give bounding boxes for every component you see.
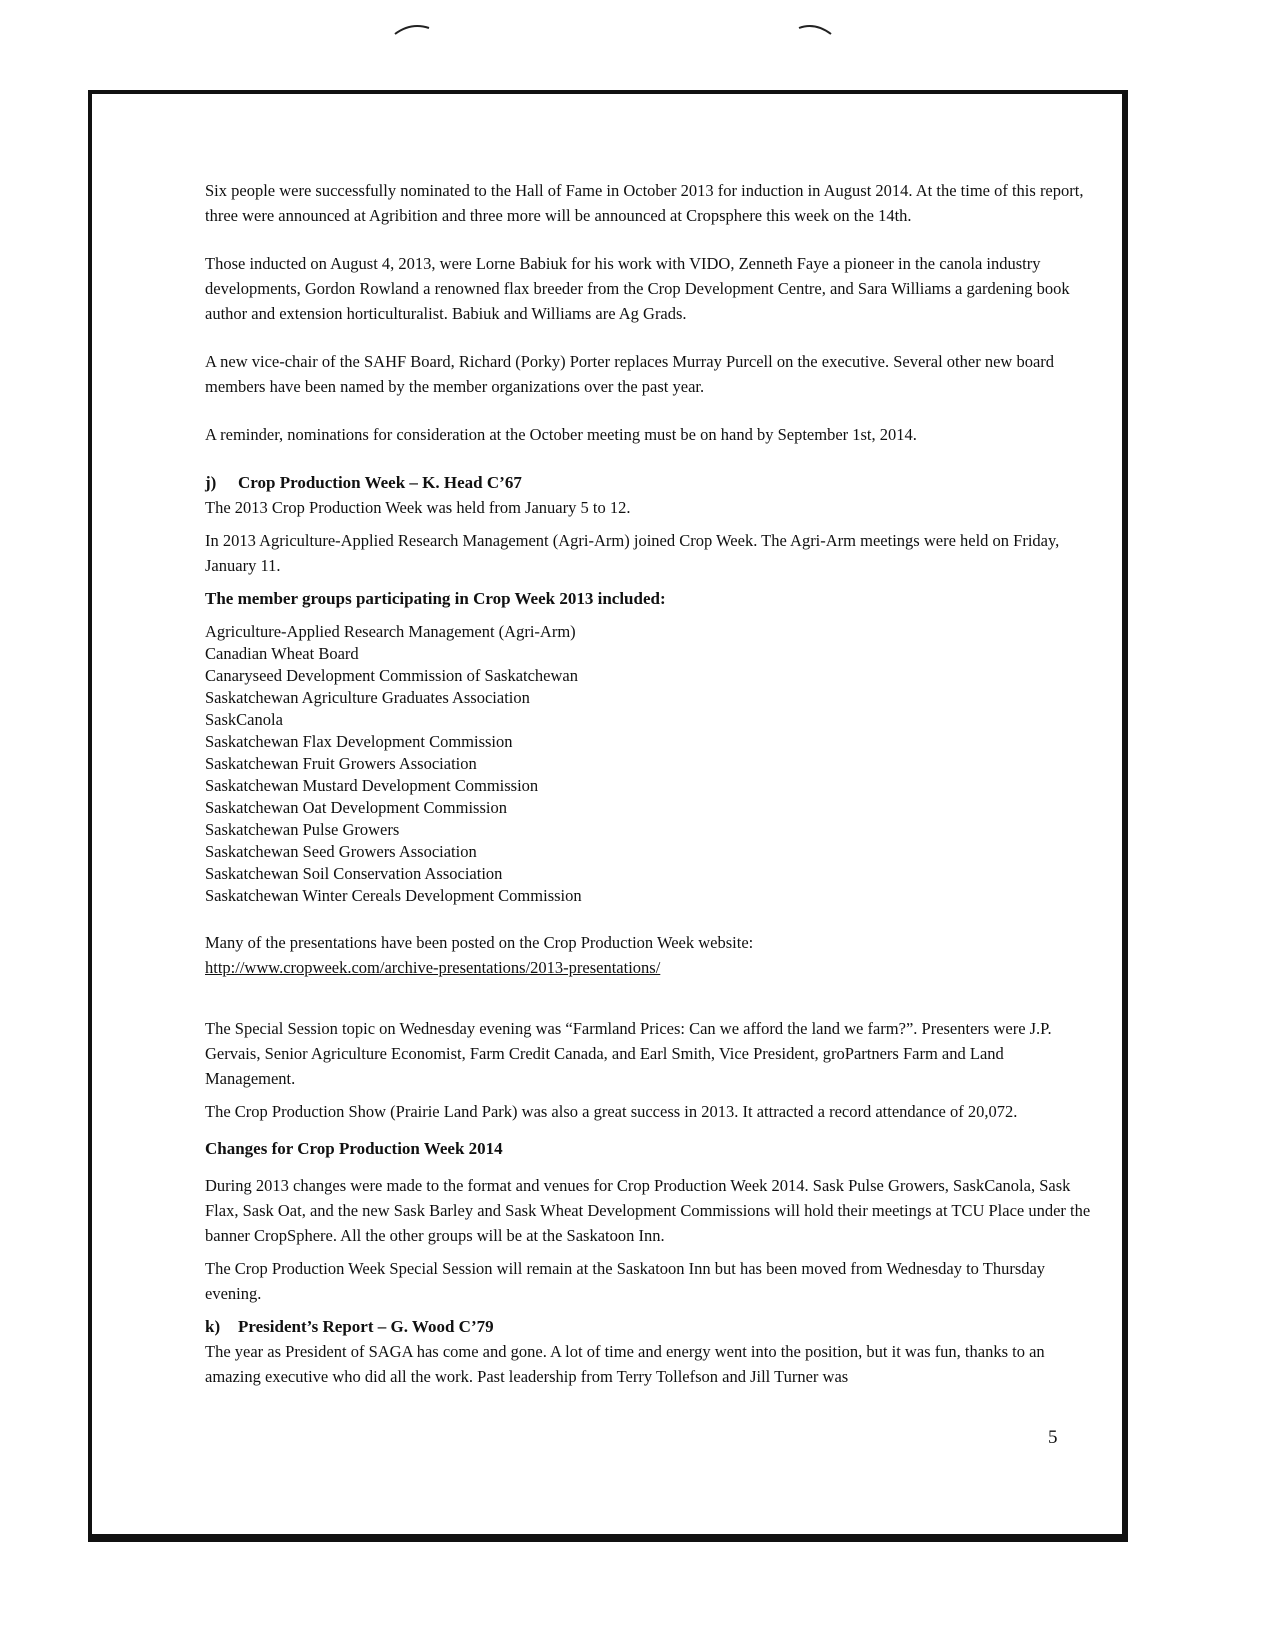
list-item: Saskatchewan Mustard Development Commission: [205, 776, 539, 795]
special-session-2014-paragraph: The Crop Production Week Special Session will remain at the Saskatoon Inn but has been moved from Wednesday to Thursday evening.: [205, 1259, 1046, 1303]
section-k-title: President’s Report – G. Wood C’79: [238, 1317, 494, 1336]
member-groups-list: [205, 621, 1095, 907]
list-item: Saskatchewan Soil Conservation Association: [205, 864, 503, 883]
section-k-label: k): [205, 1317, 221, 1336]
list-item: Saskatchewan Flax Development Commission: [205, 732, 513, 751]
list-item: Agriculture-Applied Research Management (Agri-Arm): [205, 622, 576, 641]
special-session-paragraph: The Special Session topic on Wednesday evening was “Farmland Prices: Can we afford the land we farm?”. Presenters were J.P. Gervais, Senior Agriculture Economist, Farm Credit Canada, and Earl Smith, Vice President, groPartners Farm and Land Management.: [205, 1019, 1052, 1088]
changes-paragraph: During 2013 changes were made to the format and venues for Crop Production Week 2014. Sask Pulse Growers, SaskCanola, Sask Flax, Sask Oat, and the new Sask Barley and Sask Wheat Development Commissions will hold their meetings at TCU Place under the banner CropSphere. All the other groups will be at the Saskatoon Inn.: [205, 1176, 1091, 1245]
punch-mark-left: [393, 22, 433, 36]
section-j-heading: [205, 470, 1095, 495]
list-item: SaskCanola: [205, 710, 283, 729]
list-item: Saskatchewan Winter Cereals Development Commission: [205, 886, 582, 905]
presentations-text: Many of the presentations have been posted on the Crop Production Week website:: [205, 933, 754, 952]
crop-week-intro: The 2013 Crop Production Week was held from January 5 to 12.: [205, 498, 631, 517]
hof-paragraph-2: Those inducted on August 4, 2013, were Lorne Babiuk for his work with VIDO, Zenneth Faye a pioneer in the canola industry developments, Gordon Rowland a renowned flax breeder from the Crop Development Centre, and Sara Williams a gardening book author and extension horticulturalist. Babiuk and Williams are Ag Grads.: [205, 254, 1070, 323]
hof-paragraph-4: A reminder, nominations for consideration at the October meeting must be on hand by September 1st, 2014.: [205, 425, 917, 444]
changes-heading: Changes for Crop Production Week 2014: [205, 1139, 503, 1158]
list-item: Saskatchewan Agriculture Graduates Association: [205, 688, 530, 707]
page-number: 5: [1048, 1427, 1058, 1448]
crop-show-paragraph: The Crop Production Show (Prairie Land Park) was also a great success in 2013. It attracted a record attendance of 20,072.: [205, 1102, 1018, 1121]
member-groups-heading: The member groups participating in Crop Week 2013 included:: [205, 589, 666, 608]
presentations-link[interactable]: http://www.cropweek.com/archive-presentations/2013-presentations/: [205, 958, 661, 977]
agri-arm-paragraph: In 2013 Agriculture-Applied Research Management (Agri-Arm) joined Crop Week. The Agri-Arm meetings were held on Friday, January 11.: [205, 531, 1060, 575]
punch-mark-right: [795, 22, 835, 36]
section-j-label: j): [205, 473, 217, 492]
list-item: Saskatchewan Fruit Growers Association: [205, 754, 477, 773]
hof-paragraph-3: A new vice-chair of the SAHF Board, Richard (Porky) Porter replaces Murray Purcell on the executive. Several other new board members have been named by the member organizations over the past year.: [205, 352, 1055, 396]
list-item: Saskatchewan Oat Development Commission: [205, 798, 507, 817]
presidents-report-text: The year as President of SAGA has come and gone. A lot of time and energy went into the position, but it was fun, thanks to an amazing executive who did all the work. Past leadership from Terry Tollefson and Jill Turner was: [205, 1342, 1045, 1386]
list-item: Canaryseed Development Commission of Saskatchewan: [205, 666, 578, 685]
section-j-title: Crop Production Week – K. Head C’67: [238, 473, 522, 492]
list-item: Saskatchewan Pulse Growers: [205, 820, 400, 839]
list-item: Canadian Wheat Board: [205, 644, 359, 663]
section-k-heading: [205, 1314, 1095, 1339]
page-content: [205, 178, 1095, 1389]
list-item: Saskatchewan Seed Growers Association: [205, 842, 477, 861]
hof-paragraph-1: Six people were successfully nominated to the Hall of Fame in October 2013 for induction in August 2014. At the time of this report, three were announced at Agribition and three more will be announced at Cropsphere this week on the 14th.: [205, 181, 1084, 225]
